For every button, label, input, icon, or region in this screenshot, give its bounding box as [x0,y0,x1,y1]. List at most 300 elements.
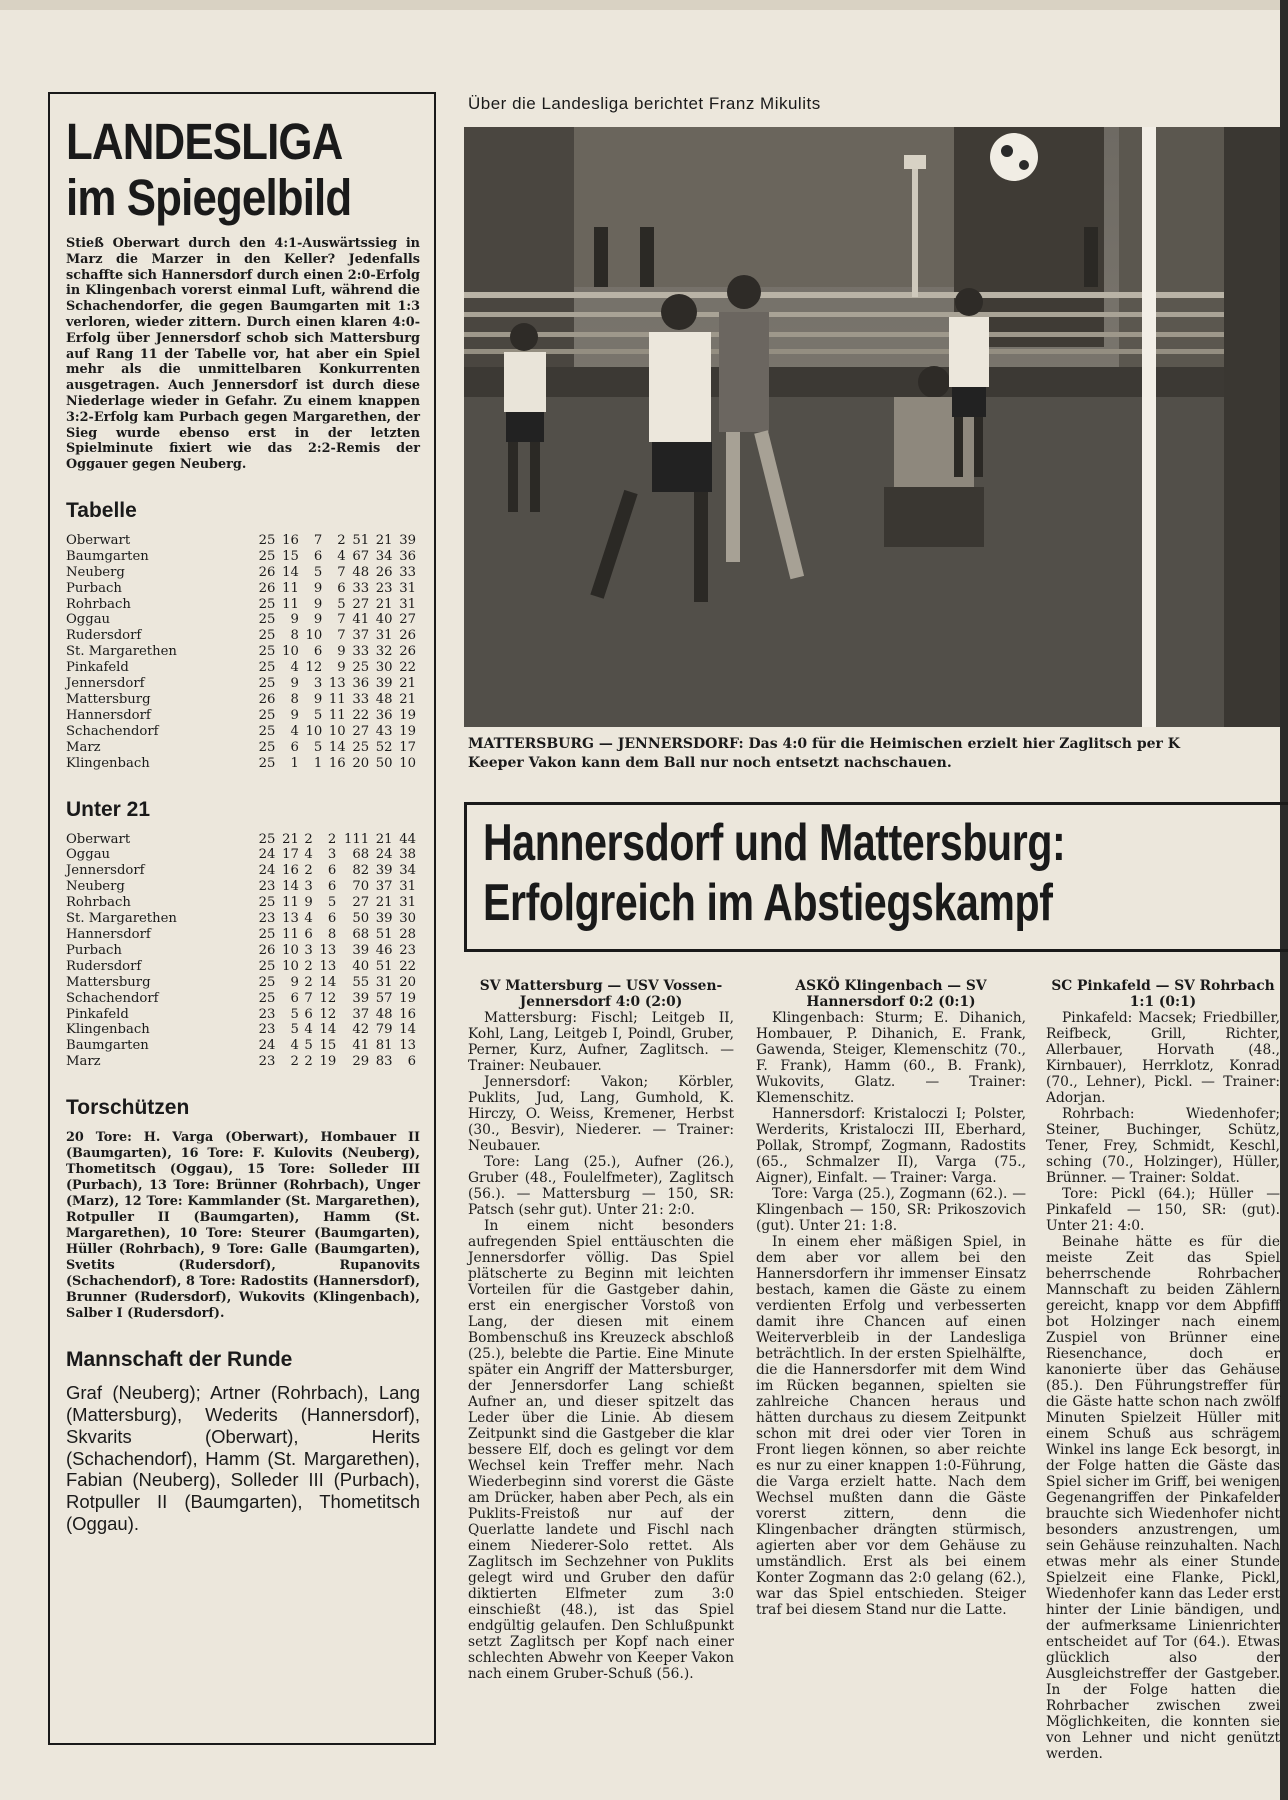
u21-value: 25 [258,990,276,1006]
tabelle-value: 36 [352,676,370,692]
u21-value: 25 [258,974,276,990]
u21-value: 57 [375,990,393,1006]
tabelle-value: 21 [375,596,393,612]
tabelle-value: 41 [352,612,370,628]
u21-value: 13 [319,958,337,974]
tabelle-value: 19 [399,707,416,723]
u21-value: 2 [290,1054,299,1070]
tabelle-value: 22 [352,707,370,723]
torschuetzen-text: 20 Tore: H. Varga (Oberwart), Hombauer II (Baumgarten), 16 Tore: F. Kulovits (Neuberg), Thometitsch (Oggau), 15 Tore: Solleder III (Purbach), 13 Tore: Brünner (Rohrbach), Unger (Marz), 12 Tore: Kammlander (St. Margarethen), Rotpuller II (Baumgarten), Hamm (St. Margarethen), 10 Tore: Steurer (Baumgarten), Hüller (Rohrbach), 9 Tore: Galle (Baumgarten), Svetits (Rudersdorf), Rupanovits (Schachendorf), 8 Tore: Radostits (Hannersdorf), Brunner (Rudersdorf), Wukovits (Klingenbach), Salber I (Rudersdorf). [66,1130,420,1322]
u21-value: 50 [352,911,370,927]
u21-value: 2 [327,831,337,847]
photo-caption-line1: MATTERSBURG — JENNERSDORF: Das 4:0 für die Heimischen erzielt hier Zaglitsch per K [468,736,1180,752]
u21-value: 37 [375,879,393,895]
tabelle-value: 26 [258,564,276,580]
u21-value: 37 [352,1006,370,1022]
u21-value: 2 [304,958,313,974]
u21-value: 23 [258,879,276,895]
tabelle-value: 33 [352,644,370,660]
tabelle-value: 36 [399,548,416,564]
u21-value: 10 [282,942,299,958]
u21-value: 83 [375,1054,393,1070]
u21-value: 38 [399,847,416,863]
tabelle-value: 25 [258,596,276,612]
tabelle-value: 25 [258,612,276,628]
tabelle-value: 9 [313,692,323,708]
u21-value: 31 [399,879,416,895]
tabelle-value: 34 [375,548,393,564]
tabelle-team: Schachendorf [66,723,159,739]
tabelle-value: 11 [328,692,346,708]
report-pinkafeld: Beinahe hätte es für die meiste Zeit das Spiel beherrschende Rohrbacher Mannschaft zu beiden Zählern gereicht, knapp vor dem Abpfiff bot Holzinger nach einem Zuspiel von Brünner eine Riesenchance, doch er kanonierte über das Gehäuse (85.). Den Führungstreffer für die Gäste hatte schon nach zwölf Minuten Spielzeit Hüller mit einem Schuß aus schrägem Winkel ins lange Eck besorgt, in der Folge hatten die Gäste das Spiel sicher im Griff, bei wenigen Gegenangriffen der Pinkafelder brauchte sich Wiedenhofer nicht besonders anzustrengen, um sein Gehäuse reinzuhalten. Nach etwas mehr als einer Stunde Spielzeit eine Flanke, Pickl, Wiedenhofer kann das Leder erst hinter der Linie bändigen, und der aufmerksame Linienrichter entscheidet auf Tor (64.). Etwas glücklich also der Ausgleichstreffer der Gastgeber. In der Folge hatten die Rohrbacher zwischen zwei Möglichkeiten, die konnten sie von Lehner und nicht genützt werden. [1046,1234,1280,1762]
tabelle-value: 25 [258,548,276,564]
main-headline-box [464,802,1288,952]
u21-team: Pinkafeld [66,1006,129,1022]
tabelle-value: 25 [258,739,276,755]
tabelle-value: 25 [258,676,276,692]
tabelle-value: 6 [337,580,346,596]
u21-value: 68 [352,926,370,942]
u21-value: 9 [290,974,299,990]
u21-row [66,1007,420,1023]
tabelle-row [66,692,420,708]
u21-value: 39 [352,990,370,1006]
tabelle-value: 5 [313,739,323,755]
tabelle-team: Hannersdorf [66,707,151,723]
tabelle-value: 9 [313,596,323,612]
tabelle-value: 6 [313,644,323,660]
lineup-mattersburg: Mattersburg: Fischl; Leitgeb II, Kohl, Lang, Leitgeb I, Poindl, Gruber, Perner, Kurz, Aufner, Zaglitsch. — Trainer: Neubauer. [468,1010,734,1074]
tabelle-value: 20 [352,755,370,771]
u21-value: 31 [399,895,416,911]
tabelle-value: 6 [290,739,299,755]
u21-value: 2 [304,1054,313,1070]
tabelle-team: Oggau [66,612,111,628]
tabelle-team: Marz [66,739,101,755]
tabelle-value: 16 [328,755,346,771]
u21-row [66,927,420,943]
tabelle-value: 26 [399,644,416,660]
u21-value: 40 [352,958,370,974]
tabelle-value: 26 [375,564,393,580]
u21-value: 6 [327,879,337,895]
goals-mattersburg: Tore: Lang (25.), Aufner (26.), Gruber (48., Foulelfmeter), Zaglitsch (56.). — Mattersburg — 150, SR: Patsch (sehr gut). Unter 21: 2:0. [468,1154,734,1218]
u21-value: 21 [375,895,393,911]
u21-row [66,847,420,863]
tabelle-value: 25 [258,532,276,548]
u21-team: Mattersburg [66,974,151,990]
u21-value: 15 [319,1038,337,1054]
match-header-mattersburg: SV Mattersburg — USV Vossen-Jennersdorf 4:0 (2:0) [479,978,723,1010]
u21-value: 22 [399,958,416,974]
tabelle-team: Purbach [66,580,122,596]
sidebar-headline [66,114,370,226]
u21-team: Schachendorf [66,990,159,1006]
u21-value: 25 [258,895,276,911]
tabelle-value: 5 [337,596,346,612]
sidebar-intro: Stieß Oberwart durch den 4:1-Auswärtssieg in Marz die Marzer in den Keller? Jedenfalls schaffte sich Hannersdorf durch einen 2:0-Erfolg in Klingenbach vorerst einmal Luft, während die Schachendorfer, die gegen Baumgarten mit 1:3 verloren, wieder zittern. Durch einen klaren 4:0-Erfolg über Jennersdorf schob sich Mattersburg auf Rang 11 der Tabelle vor, hat aber ein Spiel mehr als die unmittelbaren Konkurrenten ausgetragen. Auch Jennersdorf ist durch diese Niederlage wieder in Gefahr. Zu einem knappen 3:2-Erfolg kam Purbach gegen Margarethen, der Sieg wurde ebenso erst in der letzten Spielminute fixiert wie das 2:2-Remis der Oggauer gegen Neuberg. [66,236,420,473]
tabelle-value: 8 [290,692,299,708]
u21-value: 68 [352,847,370,863]
tabelle-value: 48 [375,692,393,708]
tabelle-value: 5 [313,564,323,580]
u21-value: 26 [258,942,276,958]
tabelle-team: Baumgarten [66,548,149,564]
tabelle-value: 14 [282,564,299,580]
u21-value: 24 [258,863,276,879]
tabelle-team: Rohrbach [66,596,131,612]
u21-value: 111 [343,831,370,847]
tabelle-value: 14 [328,739,346,755]
tabelle-value: 9 [337,644,346,660]
tabelle-value: 26 [399,628,416,644]
u21-value: 46 [375,942,393,958]
tabelle-row [66,676,420,692]
tabelle-value: 36 [375,707,393,723]
tabelle-value: 9 [290,676,299,692]
tabelle-value: 25 [258,628,276,644]
tabelle-value: 33 [399,564,416,580]
u21-team: Jennersdorf [66,863,145,879]
u21-value: 44 [399,831,416,847]
u21-value: 51 [375,926,393,942]
u21-row [66,975,420,991]
u21-team: Oggau [66,847,111,863]
u21-row [66,879,420,895]
u21-value: 3 [304,942,313,958]
u21-team: Rudersdorf [66,958,142,974]
photo-caption-line2: Keeper Vakon kann dem Ball nur noch entsetzt nachschauen. [468,755,952,771]
u21-value: 6 [407,1054,416,1070]
u21-value: 6 [290,990,299,1006]
tabelle-heading: Tabelle [66,498,137,522]
u21-value: 41 [352,1038,370,1054]
u21-value: 6 [327,863,337,879]
tabelle-row [66,628,420,644]
byline: Über die Landesliga berichtet Franz Mikulits [468,94,821,113]
tabelle-value: 26 [258,580,276,596]
tabelle-value: 10 [305,723,323,739]
u21-value: 42 [352,1022,370,1038]
tabelle-value: 23 [375,580,393,596]
tabelle-value: 25 [352,739,370,755]
u21-value: 2 [304,863,313,879]
tabelle-team: Rudersdorf [66,628,142,644]
tabelle-row [66,708,420,724]
tabelle-value: 10 [282,644,299,660]
tabelle-team: Klingenbach [66,755,150,771]
tabelle-value: 27 [352,723,370,739]
report-klingenbach: In einem eher mäßigen Spiel, in dem aber vor allem bei den Hannersdorfern ihr immenser Einsatz bestach, kamen die Gäste zu einem verdienten Erfolg und verbesserten damit ihre Chancen auf einen Weiterverbleib in der Landesliga beträchtlich. In der ersten Spielhälfte, die die Hannersdorfer mit dem Wind im Rücken begannen, spielten sie zahlreiche Chancen heraus und hätten durchaus zu diesem Zeitpunkt schon mit drei oder vier Toren in Front liegen können, so aber reichte es nur zu einer knappen 1:0-Führung, die Varga erzielt hatte. Nach dem Wechsel mußten dann die Gäste vorerst zittern, denn die Klingenbacher drängten stürmisch, agierten aber vor dem Gehäuse zu umständlich. Erst als bei einem Konter Zogmann das 2:0 gelang (62.), war das Spiel entschieden. Steiger traf bei diesem Stand nur die Latte. [756,1234,1026,1618]
match-header-pinkafeld: SC Pinkafeld — SV Rohrbach 1:1 (0:1) [1051,978,1275,1010]
tabelle-value: 11 [328,707,346,723]
photo-caption [468,735,1280,773]
u21-team: Rohrbach [66,895,131,911]
u21-value: 9 [304,895,313,911]
lineup-klingenbach: Klingenbach: Sturm; E. Dihanich, Hombauer, P. Dihanich, E. Frank, Gawenda, Steiger, Klemenschitz (70., F. Frank), Hamm (60., B. Frank), Wukovits, Glatz. — Trainer: Klemenschitz. [756,1010,1026,1106]
u21-value: 23 [399,942,416,958]
u21-value: 19 [399,990,416,1006]
lineup-hannersdorf: Hannersdorf: Kristaloczi I; Polster, Werderits, Kristaloczi III, Eberhard, Pollak, Strompf, Zogmann, Radostits (65., Schmalzer II), Varga (75., Aigner), Einfalt. — Trainer: Varga. [756,1106,1026,1186]
u21-heading: Unter 21 [66,797,151,821]
goals-pinkafeld: Tore: Pickl (64.); Hüller — Pinkafeld — 150, SR: (gut). Unter 21: 4:0. [1046,1186,1280,1234]
tabelle-value: 4 [290,660,299,676]
tabelle-value: 27 [352,596,370,612]
tabelle-value: 48 [352,564,370,580]
u21-value: 11 [282,926,299,942]
u21-value: 82 [352,863,370,879]
u21-value: 39 [375,911,393,927]
tabelle-value: 15 [282,548,299,564]
u21-value: 16 [282,863,299,879]
mdr-text: Graf (Neuberg); Artner (Rohrbach), Lang (Mattersburg), Wederits (Hannersdorf), Skvarits (Oberwart), Herits (Schachendorf), Hamm (St. Margarethen), Fabian (Neuberg), Solleder III (Purbach), Rotpuller II (Baumgarten), Thometitsch (Oggau). [66,1382,420,1534]
tabelle-value: 9 [337,660,346,676]
tabelle-row [66,533,420,549]
u21-value: 21 [375,831,393,847]
tabelle-value: 13 [328,676,346,692]
u21-row [66,895,420,911]
main-headline-line1: Hannersdorf und Mattersburg: [483,814,1066,872]
tabelle-value: 25 [258,723,276,739]
u21-table [66,832,420,1071]
tabelle-row [66,724,420,740]
tabelle-value: 9 [313,580,323,596]
tabelle-team: St. Margarethen [66,644,177,660]
tabelle-value: 12 [305,660,323,676]
u21-value: 55 [352,974,370,990]
u21-team: Oberwart [66,831,131,847]
tabelle-value: 33 [352,692,370,708]
sidebar-landesliga-box [48,92,436,1745]
u21-value: 14 [319,1022,337,1038]
tabelle-value: 26 [258,692,276,708]
u21-value: 6 [304,1006,313,1022]
tabelle-value: 7 [313,532,323,548]
u21-value: 6 [327,911,337,927]
match-photo [464,127,1280,727]
tabelle-team: Jennersdorf [66,676,145,692]
tabelle-team: Pinkafeld [66,660,129,676]
tabelle-value: 5 [313,707,323,723]
u21-value: 25 [258,926,276,942]
u21-row [66,959,420,975]
u21-row [66,1038,420,1054]
tabelle-table [66,533,420,772]
u21-value: 79 [375,1022,393,1038]
tabelle-value: 9 [290,612,299,628]
tabelle-value: 37 [352,628,370,644]
article-column-2 [756,978,1026,1748]
tabelle-value: 11 [282,580,299,596]
tabelle-value: 40 [375,612,393,628]
tabelle-value: 25 [258,644,276,660]
u21-value: 2 [304,974,313,990]
u21-value: 29 [352,1054,370,1070]
tabelle-value: 30 [375,660,393,676]
u21-value: 13 [319,942,337,958]
u21-value: 39 [375,863,393,879]
tabelle-row [66,644,420,660]
u21-row [66,1054,420,1070]
tabelle-row [66,581,420,597]
tabelle-value: 9 [290,707,299,723]
u21-value: 7 [304,990,313,1006]
tabelle-value: 22 [399,660,416,676]
page-top-strip [0,0,1288,10]
tabelle-team: Mattersburg [66,692,151,708]
u21-row [66,991,420,1007]
tabelle-value: 4 [290,723,299,739]
u21-value: 5 [304,1038,313,1054]
goals-klingenbach: Tore: Varga (25.), Zogmann (62.). — Klingenbach — 150, SR: Prikoszovich (gut). Unter 21: 1:8. [756,1186,1026,1234]
u21-value: 19 [319,1054,337,1070]
u21-team: Hannersdorf [66,926,151,942]
tabelle-value: 17 [399,739,416,755]
u21-team: Purbach [66,942,122,958]
u21-value: 27 [352,895,370,911]
u21-value: 8 [327,926,337,942]
tabelle-value: 43 [375,723,393,739]
tabelle-value: 4 [337,548,346,564]
u21-value: 31 [375,974,393,990]
sidebar-headline-line2: im Spiegelbild [66,169,352,226]
tabelle-value: 10 [328,723,346,739]
u21-value: 24 [258,847,276,863]
tabelle-value: 32 [375,644,393,660]
tabelle-value: 8 [290,628,299,644]
tabelle-row [66,565,420,581]
tabelle-value: 27 [399,612,416,628]
u21-value: 6 [304,926,313,942]
u21-value: 30 [399,911,416,927]
u21-team: Marz [66,1054,101,1070]
u21-value: 25 [258,958,276,974]
u21-value: 10 [282,958,299,974]
tabelle-value: 25 [352,660,370,676]
u21-value: 5 [290,1006,299,1022]
main-headline [483,813,1119,933]
u21-value: 4 [304,847,313,863]
tabelle-value: 51 [352,532,370,548]
tabelle-value: 39 [375,676,393,692]
u21-value: 14 [282,879,299,895]
tabelle-row [66,756,420,772]
u21-value: 3 [327,847,337,863]
tabelle-value: 25 [258,755,276,771]
tabelle-value: 2 [337,532,346,548]
u21-value: 13 [399,1038,416,1054]
u21-value: 70 [352,879,370,895]
u21-value: 2 [304,831,313,847]
u21-value: 12 [319,990,337,1006]
u21-value: 34 [399,863,416,879]
u21-team: Baumgarten [66,1038,149,1054]
tabelle-value: 7 [337,628,346,644]
u21-value: 20 [399,974,416,990]
tabelle-value: 67 [352,548,370,564]
tabelle-value: 31 [375,628,393,644]
u21-value: 39 [352,942,370,958]
u21-team: St. Margarethen [66,911,177,927]
u21-value: 11 [282,895,299,911]
article-column-1 [468,978,734,1748]
u21-value: 24 [258,1038,276,1054]
match-photo-illustration [464,127,1280,727]
lineup-pinkafeld: Pinkafeld: Macsek; Friedbiller, Reifbeck, Grill, Richter, Allerbauer, Horvath (48., Kirnbauer), Herrklotz, Konrad (70., Lehner), Pickl. — Trainer: Adorjan. [1046,1010,1280,1106]
tabelle-value: 9 [313,612,323,628]
u21-team: Neuberg [66,879,125,895]
u21-value: 4 [304,911,313,927]
tabelle-value: 25 [258,660,276,676]
tabelle-value: 21 [399,676,416,692]
u21-value: 3 [304,879,313,895]
tabelle-value: 6 [313,548,323,564]
u21-value: 25 [258,831,276,847]
u21-value: 81 [375,1038,393,1054]
u21-row [66,863,420,879]
u21-value: 23 [258,911,276,927]
lineup-rohrbach: Rohrbach: Wiedenhofer; Steiner, Buchinger, Schütz, Tener, Frey, Schmidt, Keschl, sching (70., Holzinger), Hüller, Brünner. — Trainer: Soldat. [1046,1106,1280,1186]
u21-value: 5 [290,1022,299,1038]
u21-team: Klingenbach [66,1022,150,1038]
report-mattersburg: In einem nicht besonders aufregenden Spiel enttäuschten die Jennersdorfer völlig. Das Spiel plätscherte zu Beginn mit leichten Vorteilen für die Gastgeber dahin, erst ein energischer Vorstoß von Lang, der diesen mit einem Bombenschuß ins Kreuzeck abschloß (25.), belebte die Partie. Eine Minute später ein Angriff der Mattersburger, der Jennersdorfer Lang schießt Aufner an, und dieser spitzelt das Leder über die Linie. Ab diesem Zeitpunkt sind die Gastgeber die klar bessere Elf, doch es gelingt vor dem Wechsel kein Treffer mehr. Nach Wiederbeginn sind vorerst die Gäste am Drücker, haben aber Pech, als ein Puklits-Freistoß nur auf der Querlatte landete und Fischl nach einem Niederer-Solo rettet. Als Zaglitsch im Sechzehner von Puklits gelegt wird und Gruber den dafür diktierten Elfmeter zum 3:0 einschießt (48.), ist das Spiel endgültig gelaufen. Den Schlußpunkt setzt Zaglitsch per Kopf nach einer schlechten Abwehr von Keeper Vakon nach einem Gruber-Schuß (56.). [468,1218,734,1682]
u21-value: 21 [282,831,299,847]
tabelle-value: 33 [352,580,370,596]
u21-value: 12 [319,1006,337,1022]
tabelle-value: 31 [399,580,416,596]
u21-value: 48 [375,1006,393,1022]
tabelle-row [66,549,420,565]
tabelle-row [66,612,420,628]
u21-row [66,832,420,848]
u21-value: 23 [258,1022,276,1038]
tabelle-value: 11 [282,596,299,612]
u21-value: 4 [290,1038,299,1054]
tabelle-value: 25 [258,707,276,723]
match-header-klingenbach: ASKÖ Klingenbach — SV Hannersdorf 0:2 (0:1) [795,978,987,1010]
tabelle-value: 21 [399,692,416,708]
u21-value: 17 [282,847,299,863]
tabelle-value: 3 [313,676,323,692]
u21-value: 23 [258,1006,276,1022]
tabelle-value: 10 [399,755,416,771]
tabelle-value: 39 [399,532,416,548]
u21-row [66,1022,420,1038]
tabelle-value: 50 [375,755,393,771]
u21-value: 5 [327,895,337,911]
tabelle-row [66,740,420,756]
mdr-heading: Mannschaft der Runde [66,1348,293,1372]
tabelle-row [66,660,420,676]
u21-value: 14 [319,974,337,990]
tabelle-value: 16 [282,532,299,548]
u21-value: 13 [282,911,299,927]
u21-value: 28 [399,926,416,942]
u21-value: 24 [375,847,393,863]
tabelle-value: 52 [375,739,393,755]
u21-value: 23 [258,1054,276,1070]
tabelle-value: 7 [337,612,346,628]
u21-value: 51 [375,958,393,974]
tabelle-team: Neuberg [66,564,125,580]
tabelle-value: 21 [375,532,393,548]
article-column-3 [1046,978,1280,1762]
u21-value: 16 [399,1006,416,1022]
tabelle-value: 1 [313,755,323,771]
u21-row [66,943,420,959]
tabelle-value: 31 [399,596,416,612]
u21-row [66,911,420,927]
